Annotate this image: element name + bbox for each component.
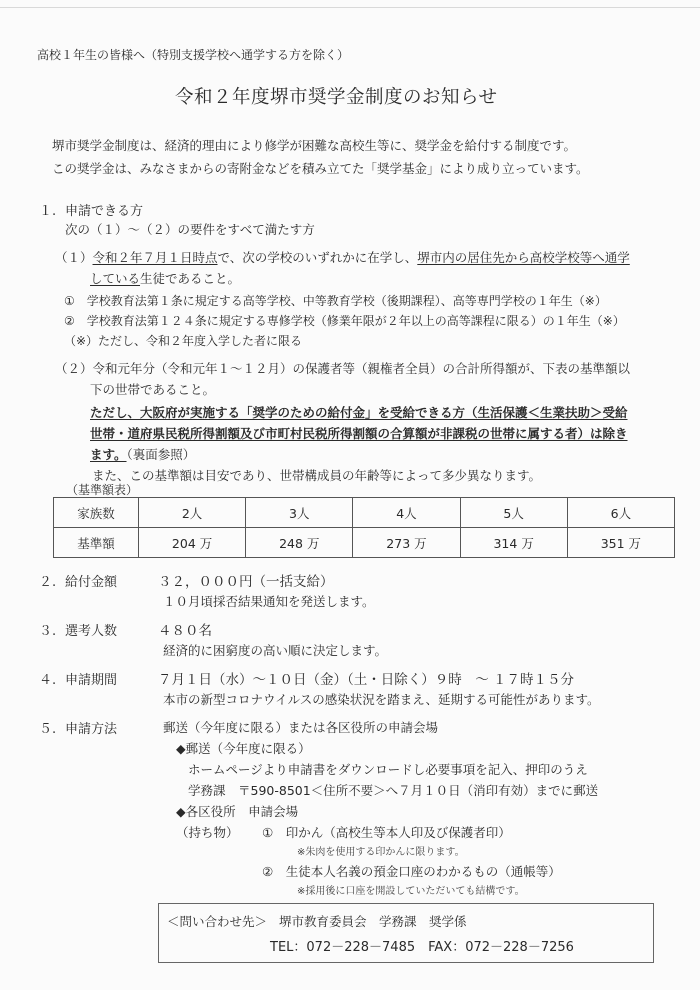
seal-note: ※朱肉を使用する印かんに限ります。 — [297, 847, 465, 858]
section-3-number: ３. — [39, 624, 57, 639]
standard-amount-header: 基準額 — [54, 528, 139, 558]
table-cell: 6人 — [567, 498, 674, 528]
section-1-heading: 申請できる方 — [65, 204, 144, 219]
bring-items-label: （持ち物） — [176, 825, 239, 840]
standard-amount-row — [54, 528, 675, 558]
family-size-row — [54, 498, 675, 528]
bring-item-seal: ① 印かん（高校生等本人印及び保護者印） — [262, 825, 511, 840]
postponement-note: 本市の新型コロナウイルスの感染状況を踏まえ、延期する可能性があります。 — [163, 692, 600, 707]
requirement-2 — [55, 359, 630, 377]
bankbook-note: ※採用後に口座を開設していただいても結構です。 — [297, 886, 525, 897]
table-cell: 351 万 — [567, 528, 674, 558]
top-border-line — [0, 7, 700, 8]
requirement-1-date: 令和２年７月１日時点 — [92, 250, 218, 265]
school-type-2: ② 学校教育法第１２４条に規定する専修学校（修業年限が２年以上の高等課程に限る）の１年生（※） — [64, 314, 625, 328]
contact-phone-fax: TEL：072－228－7485 FAX：072－228－7256 — [270, 940, 574, 955]
benefit-notice: １０月頃採否結果通知を発送します。 — [163, 594, 375, 609]
exception-line-3 — [90, 445, 195, 463]
section-1-lead: 次の（１）～（２）の要件をすべて満たす方 — [65, 222, 315, 237]
audience-line: 高校１年生の皆様へ（特別支援学校へ通学する方を除く） — [37, 48, 350, 62]
table-cell: 2人 — [139, 498, 246, 528]
benefit-amount: ３２，０００円（一括支給） — [158, 574, 334, 590]
back-page-reference: （裏面参照） — [126, 447, 196, 462]
mail-line-1: ホームページより申請書をダウンロードし必要事項を記入、押印のうえ — [188, 762, 588, 777]
mail-line-2: 学務課 〒590-8501＜住所不要＞へ７月１０日（消印有効）までに郵送 — [188, 783, 599, 798]
section-1-number: １. — [39, 204, 57, 219]
table-cell: 314 万 — [460, 528, 567, 558]
enrollment-note: （※）ただし、令和２年度入学した者に限る — [64, 334, 303, 348]
bring-item-bankbook: ② 生徒本人名義の預金口座のわかるもの（通帳等） — [262, 864, 561, 879]
table-cell: 4人 — [353, 498, 460, 528]
section-3-heading: 選考人数 — [65, 624, 118, 639]
application-method: 郵送（今年度に限る）または各区役所の申請会場 — [163, 720, 439, 735]
exception-end: ます。 — [90, 447, 127, 462]
standard-amount-table — [53, 497, 675, 558]
requirement-1 — [55, 248, 630, 266]
requirement-1-text-end: 生徒であること。 — [140, 271, 241, 286]
requirement-1-cont — [90, 269, 240, 287]
intro-line-2: この奨学金は、みなさまからの寄附金などを積み立てた「奨学基金」により成り立っています。 — [52, 161, 589, 176]
section-5-number: ５. — [39, 722, 57, 737]
office-heading: ◆各区役所 申請会場 — [176, 804, 299, 819]
section-2-heading: 給付金額 — [65, 575, 118, 590]
contact-box — [158, 903, 654, 963]
application-period: ７月１日（水）～１０日（金）（土・日除く）９時 ～ １７時１５分 — [158, 672, 575, 688]
selection-count: ４８０名 — [158, 623, 212, 639]
mail-heading: ◆郵送（今年度に限る） — [176, 741, 311, 756]
section-4-number: ４. — [39, 673, 57, 688]
table-caption: （基準額表） — [66, 483, 139, 497]
requirement-1-residence: 堺市内の居住先から高校学校等へ通学 — [417, 250, 630, 265]
requirement-2-line-3: また、この基準額は目安であり、世帯構成員の年齢等によって多少異なります。 — [92, 468, 542, 483]
section-5-heading: 申請方法 — [65, 722, 118, 737]
exception-line-1: ただし、大阪府が実施する「奨学のための給付金」を受給できる方（生活保護＜生業扶助＞受給 — [90, 405, 628, 420]
section-4-heading: 申請期間 — [65, 673, 118, 688]
contact-label: ＜問い合わせ先＞ — [167, 914, 268, 929]
requirement-2-number: （２） — [55, 361, 93, 376]
requirement-1-residence-cont: している — [90, 271, 141, 286]
table-cell: 248 万 — [246, 528, 353, 558]
page-title: 令和２年度堺市奨学金制度のお知らせ — [175, 87, 498, 108]
requirement-2-line-2: 下の世帯であること。 — [90, 382, 216, 397]
intro-line-1: 堺市奨学金制度は、経済的理由により修学が困難な高校生等に、奨学金を給付する制度です。 — [52, 138, 577, 153]
school-type-1: ① 学校教育法第１条に規定する高等学校、中等教育学校（後期課程）、高等専門学校の１年生（※） — [64, 294, 607, 308]
table-cell: 3人 — [246, 498, 353, 528]
contact-organization: 堺市教育委員会 学務課 奨学係 — [279, 914, 467, 929]
requirement-1-text: で、次の学校のいずれかに在学し、 — [217, 250, 418, 265]
exception-line-2: 世帯・道府県民税所得割額及び市町村民税所得割額の合算額が非課税の世帯に属する者）は除き — [90, 426, 628, 441]
table-cell: 273 万 — [353, 528, 460, 558]
requirement-2-line-1: 令和元年分（令和元年１～１２月）の保護者等（親権者全員）の合計所得額が、下表の基準額以 — [92, 361, 631, 376]
table-cell: 5人 — [460, 498, 567, 528]
section-2-number: ２. — [39, 575, 57, 590]
selection-criteria: 経済的に困窮度の高い順に決定します。 — [163, 643, 388, 658]
family-size-header: 家族数 — [54, 498, 139, 528]
table-cell: 204 万 — [139, 528, 246, 558]
requirement-1-number: （１） — [55, 250, 93, 265]
